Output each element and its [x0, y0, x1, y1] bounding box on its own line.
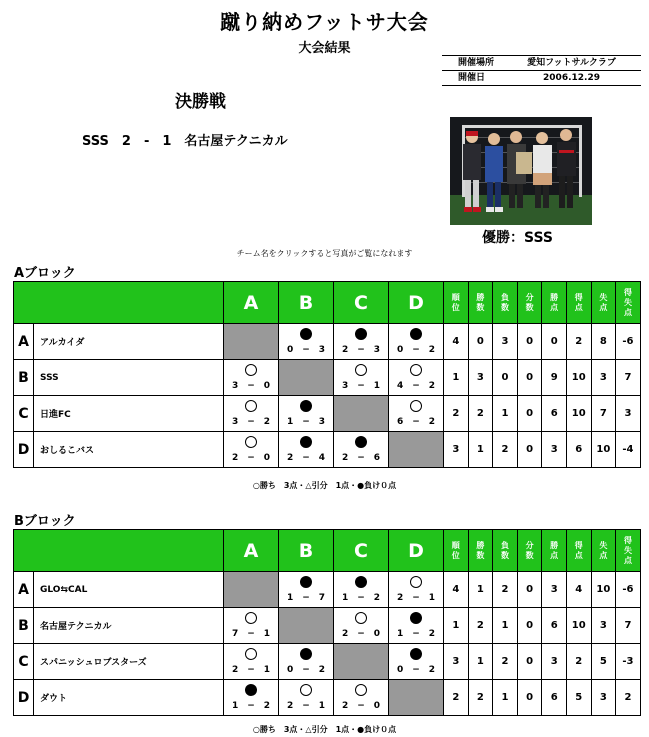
stat-value: 0 — [517, 432, 542, 468]
team-letter: C — [14, 396, 34, 432]
match-result-cell — [389, 324, 444, 360]
date-label: 開催日 — [458, 73, 486, 83]
self-match-cell — [389, 680, 444, 716]
match-result-cell — [334, 572, 389, 608]
stat-header — [591, 530, 616, 572]
stat-header-char: 失 — [599, 292, 608, 302]
loss-dot-icon — [245, 684, 257, 696]
block-a-table — [13, 281, 641, 468]
stat-value: -4 — [616, 432, 641, 468]
stat-value: 0 — [517, 644, 542, 680]
column-header-b: B — [279, 530, 334, 572]
stat-header — [566, 530, 591, 572]
stat-header-char: 位 — [451, 550, 460, 560]
loss-dot-icon — [410, 328, 422, 340]
match-result-cell — [334, 360, 389, 396]
match-score: 0 − 2 — [396, 665, 436, 675]
date-value: 2006.12.29 — [543, 73, 600, 83]
column-header-a: A — [224, 530, 279, 572]
match-result-cell — [279, 432, 334, 468]
stat-value: 4 — [444, 324, 469, 360]
loss-dot-icon — [300, 400, 312, 412]
match-result-cell — [389, 360, 444, 396]
stat-value: 3 — [493, 324, 518, 360]
stat-value: 6 — [542, 608, 567, 644]
win-circle-icon — [410, 576, 422, 588]
team-row-d — [14, 680, 641, 716]
column-header-a: A — [224, 282, 279, 324]
stat-value: 0 — [517, 680, 542, 716]
stat-value: 0 — [468, 324, 493, 360]
stat-value: 7 — [591, 396, 616, 432]
match-result-cell — [224, 396, 279, 432]
stat-value: -3 — [616, 644, 641, 680]
match-score: 7 − 1 — [231, 629, 271, 639]
match-score: 1 − 7 — [286, 593, 326, 603]
stat-value: 3 — [616, 396, 641, 432]
column-header-d: D — [389, 530, 444, 572]
team-row-c — [14, 644, 641, 680]
match-result-cell — [389, 608, 444, 644]
self-match-cell — [389, 432, 444, 468]
self-match-cell — [334, 396, 389, 432]
stat-header — [468, 282, 493, 324]
stat-header-char: 分 — [525, 292, 534, 302]
match-result-cell — [389, 572, 444, 608]
stat-value: 1 — [468, 572, 493, 608]
stat-header — [444, 282, 469, 324]
match-score: 2 − 0 — [231, 453, 271, 463]
match-score: 2 − 4 — [286, 453, 326, 463]
win-circle-icon — [410, 364, 422, 376]
win-circle-icon — [245, 400, 257, 412]
team-letter: A — [14, 572, 34, 608]
date-row — [442, 70, 641, 85]
block-b-title: Bブロック — [14, 514, 76, 529]
match-score: 2 − 0 — [341, 701, 381, 711]
match-result-cell — [279, 644, 334, 680]
stat-value: -6 — [616, 572, 641, 608]
stat-header — [542, 530, 567, 572]
team-name-link[interactable]: 名古屋テクニカル — [34, 608, 224, 644]
stat-header-char: 点 — [623, 555, 632, 565]
team-name-link[interactable]: ダウト — [34, 680, 224, 716]
column-header-c: C — [334, 530, 389, 572]
stat-header-char: 点 — [599, 550, 608, 560]
self-match-cell — [224, 324, 279, 360]
match-score: 0 − 2 — [396, 345, 436, 355]
stat-header-char: 点 — [574, 302, 583, 312]
stat-value: 10 — [591, 432, 616, 468]
stat-value: -6 — [616, 324, 641, 360]
team-letter: B — [14, 360, 34, 396]
team-letter: C — [14, 644, 34, 680]
stat-header-char: 点 — [574, 550, 583, 560]
match-score: 2 − 1 — [231, 665, 271, 675]
stat-value: 10 — [566, 396, 591, 432]
team-row-c — [14, 396, 641, 432]
block-b-legend: ○勝ち 3点・△引分 1点・●負け０点 — [252, 725, 397, 734]
team-name-link[interactable]: おしるこバス — [34, 432, 224, 468]
win-circle-icon — [245, 612, 257, 624]
stat-value: 10 — [566, 608, 591, 644]
stat-header — [566, 282, 591, 324]
winner-label: 優勝：SSS — [482, 230, 553, 246]
stat-header-char: 得 — [574, 540, 583, 550]
final-title: 決勝戦 — [175, 92, 226, 112]
team-name-link[interactable]: SSS — [34, 360, 224, 396]
stat-header-char: 失 — [623, 545, 632, 555]
stat-value: 6 — [566, 432, 591, 468]
venue-label: 開催場所 — [458, 58, 495, 68]
stat-value: 2 — [566, 644, 591, 680]
team-row-a — [14, 324, 641, 360]
team-name-link[interactable]: アルカイダ — [34, 324, 224, 360]
stat-value: 10 — [566, 360, 591, 396]
match-score: 2 − 1 — [396, 593, 436, 603]
stat-value: 2 — [468, 396, 493, 432]
stat-header-char: 負 — [500, 292, 509, 302]
match-score: 1 − 2 — [396, 629, 436, 639]
stat-value: 0 — [517, 572, 542, 608]
stat-value: 2 — [616, 680, 641, 716]
stat-header-char: 数 — [476, 550, 485, 560]
loss-dot-icon — [300, 328, 312, 340]
stat-value: 9 — [542, 360, 567, 396]
header-blank-cell — [14, 282, 224, 324]
stat-header — [616, 282, 641, 324]
loss-dot-icon — [410, 612, 422, 624]
win-circle-icon — [355, 364, 367, 376]
stat-header — [493, 282, 518, 324]
stat-value: 2 — [444, 396, 469, 432]
match-result-cell — [279, 680, 334, 716]
team-letter: A — [14, 324, 34, 360]
match-score: 6 − 2 — [396, 417, 436, 427]
stat-value: 4 — [444, 572, 469, 608]
winner-team-photo — [450, 117, 592, 225]
stat-value: 2 — [493, 572, 518, 608]
stat-header-char: 数 — [500, 302, 509, 312]
stat-header-char: 分 — [525, 540, 534, 550]
loss-dot-icon — [355, 328, 367, 340]
win-circle-icon — [355, 612, 367, 624]
stat-value: 3 — [591, 680, 616, 716]
stat-header-char: 数 — [476, 302, 485, 312]
team-row-b — [14, 608, 641, 644]
stat-value: 1 — [493, 680, 518, 716]
stat-header-char: 数 — [525, 550, 534, 560]
stat-value: 1 — [444, 360, 469, 396]
match-result-cell — [334, 324, 389, 360]
stat-header — [468, 530, 493, 572]
column-header-d: D — [389, 282, 444, 324]
stat-value: 0 — [517, 324, 542, 360]
match-result-cell — [334, 432, 389, 468]
stat-value: 0 — [517, 608, 542, 644]
team-row-d — [14, 432, 641, 468]
win-circle-icon — [300, 684, 312, 696]
loss-dot-icon — [355, 576, 367, 588]
page-subtitle: 大会結果 — [298, 41, 351, 56]
team-letter: D — [14, 680, 34, 716]
loss-dot-icon — [355, 436, 367, 448]
stat-header — [444, 530, 469, 572]
stat-value: 3 — [444, 644, 469, 680]
block-a-legend: ○勝ち 3点・△引分 1点・●負け０点 — [252, 481, 397, 490]
column-header-c: C — [334, 282, 389, 324]
stat-header — [493, 530, 518, 572]
stat-value: 3 — [542, 644, 567, 680]
page-title: 蹴り納めフットサ大会 — [220, 10, 429, 34]
match-score: 3 − 1 — [341, 381, 381, 391]
block-a-title: Aブロック — [14, 266, 76, 281]
photo-note: チーム名をクリックすると写真がご覧になれます — [236, 249, 413, 258]
venue-row — [442, 56, 641, 70]
stat-header — [517, 530, 542, 572]
team-name-link[interactable]: 日進FC — [34, 396, 224, 432]
win-circle-icon — [410, 400, 422, 412]
stat-value: 2 — [566, 324, 591, 360]
column-header-b: B — [279, 282, 334, 324]
stat-value: 10 — [591, 572, 616, 608]
match-score: 3 − 2 — [231, 417, 271, 427]
stat-header-char: 負 — [500, 540, 509, 550]
stat-header-char: 数 — [500, 550, 509, 560]
team-row-b — [14, 360, 641, 396]
stat-value: 2 — [468, 608, 493, 644]
final-result: SSS 2 - 1 名古屋テクニカル — [82, 134, 288, 149]
stat-value: 5 — [591, 644, 616, 680]
stat-header — [616, 530, 641, 572]
stat-header-char: 数 — [525, 302, 534, 312]
stat-header-char: 勝 — [476, 292, 485, 302]
stat-value: 4 — [566, 572, 591, 608]
stat-header-char: 点 — [623, 307, 632, 317]
team-letter: B — [14, 608, 34, 644]
stat-value: 0 — [517, 360, 542, 396]
stat-value: 2 — [493, 644, 518, 680]
stat-value: 5 — [566, 680, 591, 716]
stat-header-char: 失 — [599, 540, 608, 550]
stat-value: 3 — [591, 360, 616, 396]
stat-header-char: 得 — [623, 535, 632, 545]
header-blank-cell — [14, 530, 224, 572]
match-result-cell — [279, 324, 334, 360]
stat-header-char: 失 — [623, 297, 632, 307]
stat-value: 0 — [542, 324, 567, 360]
self-match-cell — [334, 644, 389, 680]
match-score: 3 − 0 — [231, 381, 271, 391]
match-result-cell — [334, 608, 389, 644]
venue-value: 愛知フットサルクラブ — [527, 58, 616, 68]
loss-dot-icon — [410, 648, 422, 660]
win-circle-icon — [245, 364, 257, 376]
stat-header-char: 点 — [599, 302, 608, 312]
win-circle-icon — [245, 648, 257, 660]
match-result-cell — [224, 432, 279, 468]
block-b-table — [13, 529, 641, 716]
stat-value: 1 — [493, 608, 518, 644]
match-score: 2 − 3 — [341, 345, 381, 355]
stat-value: 7 — [616, 608, 641, 644]
match-score: 2 − 1 — [286, 701, 326, 711]
stat-header — [517, 282, 542, 324]
stat-value: 3 — [542, 572, 567, 608]
stat-header-char: 得 — [623, 287, 632, 297]
match-result-cell — [279, 396, 334, 432]
team-letter: D — [14, 432, 34, 468]
table-header-row — [14, 282, 641, 324]
stat-value: 8 — [591, 324, 616, 360]
stat-header-char: 点 — [550, 302, 559, 312]
match-score: 2 − 6 — [341, 453, 381, 463]
table-header-row — [14, 530, 641, 572]
stat-header-char: 勝 — [550, 540, 559, 550]
loss-dot-icon — [300, 648, 312, 660]
team-row-a — [14, 572, 641, 608]
self-match-cell — [224, 572, 279, 608]
loss-dot-icon — [300, 576, 312, 588]
event-info-table — [442, 55, 641, 86]
stat-value: 1 — [468, 644, 493, 680]
stat-value: 0 — [517, 396, 542, 432]
team-name-link[interactable]: GLO⇆CAL — [34, 572, 224, 608]
stat-header-char: 順 — [451, 292, 460, 302]
stat-header-char: 位 — [451, 302, 460, 312]
win-circle-icon — [355, 684, 367, 696]
match-score: 2 − 0 — [341, 629, 381, 639]
stat-value: 1 — [444, 608, 469, 644]
match-result-cell — [389, 396, 444, 432]
stat-value: 6 — [542, 680, 567, 716]
stat-header-char: 順 — [451, 540, 460, 550]
match-score: 1 − 3 — [286, 417, 326, 427]
stat-header-char: 点 — [550, 550, 559, 560]
stat-value: 6 — [542, 396, 567, 432]
stat-value: 3 — [444, 432, 469, 468]
match-score: 0 − 3 — [286, 345, 326, 355]
stat-value: 1 — [493, 396, 518, 432]
match-score: 4 − 2 — [396, 381, 436, 391]
stat-header-char: 勝 — [476, 540, 485, 550]
match-score: 0 − 2 — [286, 665, 326, 675]
win-circle-icon — [245, 436, 257, 448]
stat-value: 3 — [468, 360, 493, 396]
loss-dot-icon — [300, 436, 312, 448]
stat-header — [591, 282, 616, 324]
stat-header — [542, 282, 567, 324]
match-result-cell — [224, 360, 279, 396]
stat-value: 2 — [493, 432, 518, 468]
team-name-link[interactable]: スパニッシュロブスターズ — [34, 644, 224, 680]
stat-value: 7 — [616, 360, 641, 396]
match-result-cell — [279, 572, 334, 608]
match-result-cell — [224, 608, 279, 644]
stat-value: 1 — [468, 432, 493, 468]
stat-value: 2 — [468, 680, 493, 716]
stat-header-char: 得 — [574, 292, 583, 302]
self-match-cell — [279, 608, 334, 644]
match-score: 1 − 2 — [231, 701, 271, 711]
team-photo-image — [450, 117, 592, 225]
match-result-cell — [224, 644, 279, 680]
stat-value: 0 — [493, 360, 518, 396]
match-score: 1 − 2 — [341, 593, 381, 603]
stat-header-char: 勝 — [550, 292, 559, 302]
match-result-cell — [334, 680, 389, 716]
stat-value: 3 — [542, 432, 567, 468]
match-result-cell — [224, 680, 279, 716]
self-match-cell — [279, 360, 334, 396]
stat-value: 3 — [591, 608, 616, 644]
match-result-cell — [389, 644, 444, 680]
stat-value: 2 — [444, 680, 469, 716]
